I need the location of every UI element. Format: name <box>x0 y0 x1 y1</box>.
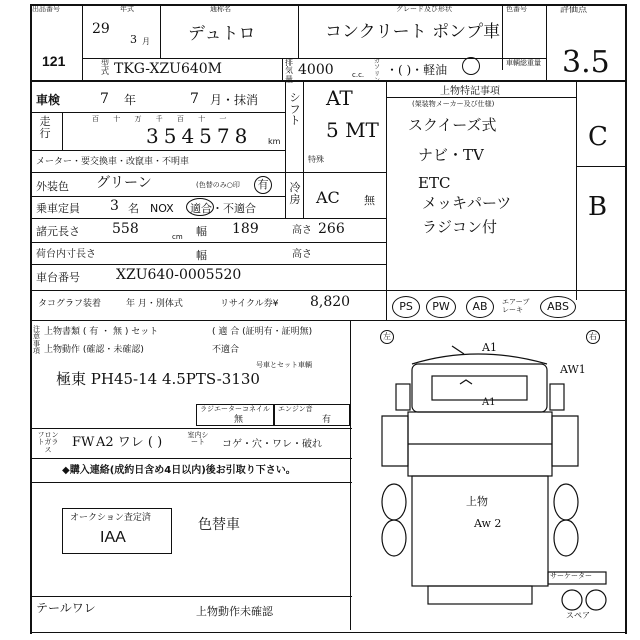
meter-row: メーター・要交換車・改竄車・不明車 <box>36 157 190 167</box>
feature-item-5: ラジコン付 <box>422 218 498 236</box>
row-line-14 <box>30 596 352 597</box>
front-left-fender <box>382 416 408 466</box>
upper-set-car: 号車とセット車輌 <box>256 361 312 369</box>
mirror-right <box>550 384 564 410</box>
year-label: 年式 <box>120 5 134 13</box>
diagram-cargo-note: 上物 <box>466 495 488 508</box>
badge-ab: AB <box>466 296 494 318</box>
diagram-a1-mid: A1 <box>482 397 496 408</box>
tail-label: テールワレ <box>36 601 96 615</box>
displacement-label: 排気 <box>285 58 293 76</box>
lot-number: 121 <box>42 53 66 69</box>
spare-circle-1 <box>562 590 582 610</box>
feature-item-1: スクイーズ式 <box>408 116 497 134</box>
remote-q: 有 <box>322 415 332 425</box>
inspector-label: サーケーター <box>550 572 592 580</box>
inspection-month-unit: 月・抹消 <box>210 93 259 107</box>
notice-text: ◆購入連絡(成約日含め4日以内)後お引取り下さい。 <box>62 465 296 476</box>
chassis-value: XZU640-0005520 <box>116 267 242 283</box>
mirror-left <box>396 384 410 410</box>
transmission-at: AT <box>326 86 353 110</box>
row-line-6 <box>30 218 386 219</box>
engine-label: エンジン音 <box>278 405 313 413</box>
features-title: 上物特記事項 <box>440 86 500 97</box>
month-label: 月 <box>142 37 150 46</box>
inspection-year-unit: 年 <box>124 93 137 107</box>
width-label: 幅 <box>196 225 207 238</box>
upper-fit-options: ( 適 合 (証明有・証明無) <box>212 327 313 337</box>
diagram-aw1: AW1 <box>560 363 586 376</box>
wheel-rear-right-1 <box>554 484 578 520</box>
upper-side-label: 注意事項 <box>33 325 40 356</box>
auction-title: オークション査定済 <box>70 513 151 523</box>
header-divider-1 <box>82 4 83 80</box>
color-has-circle: 有 <box>254 176 272 194</box>
nox-circle <box>186 198 214 216</box>
row-line-3 <box>30 150 286 151</box>
recycle-label: リサイクル券¥ <box>220 299 279 309</box>
inspection-month: 7 <box>190 91 199 107</box>
model-name-label: 通称名 <box>210 5 231 13</box>
length-value: 558 <box>112 221 139 237</box>
seat-label: 室内シート <box>187 431 209 447</box>
color-no-label: 色番号 <box>506 5 527 13</box>
inspection-year: 7 <box>100 91 109 107</box>
row-line-11 <box>30 428 352 429</box>
length-unit: cm <box>172 233 183 241</box>
nox-label: NOX <box>150 202 174 215</box>
upper-spec-value: 極東 PH45-14 4.5PTS-3130 <box>56 370 260 388</box>
color-value: グリーン <box>96 175 152 191</box>
upper-documents: 上物書類 ( 有 ・ 無 ) セット <box>44 327 159 337</box>
ac-label: 冷房 <box>289 181 301 206</box>
header-divider-3 <box>298 4 299 58</box>
capacity-label: 乗車定員 <box>36 202 80 215</box>
windshield-fw: FW <box>72 435 95 450</box>
wheel-rear-right-2 <box>554 520 578 556</box>
seat-value: コゲ・穴・ワレ・破れ <box>222 439 322 450</box>
exterior-grade: B <box>588 192 608 222</box>
remote-mark: 無 <box>234 415 244 425</box>
width-value: 189 <box>232 221 259 237</box>
badge-abs: ABS <box>540 296 576 318</box>
right-marker: 右 <box>586 330 600 344</box>
mileage-unit: km <box>268 137 281 146</box>
chassis-label: 車台番号 <box>36 271 80 284</box>
wheel-rear-left-1 <box>382 484 406 520</box>
length-label: 諸元長さ <box>36 225 80 238</box>
upper-unfit: 不適合 <box>212 345 240 355</box>
features-title-line <box>386 97 577 98</box>
year-value: 29 <box>92 21 110 37</box>
row-line-10 <box>30 320 626 321</box>
score-value: 3.5 <box>562 45 610 80</box>
grades-divider <box>576 80 577 300</box>
air-brake-label: エアーブレーキ <box>502 298 530 315</box>
features-subtitle: (架装物メーカー及び仕様) <box>412 100 495 108</box>
height-value: 266 <box>318 221 345 237</box>
row-line-4 <box>30 172 386 173</box>
tachograph-label: タコグラフ装着 <box>38 299 102 309</box>
feature-item-3: ETC <box>418 174 451 192</box>
windshield-label: フロントガラス <box>37 431 59 454</box>
height-label: 高さ <box>292 225 312 236</box>
cargo-body <box>412 476 548 586</box>
footer-note: 上物動作未確認 <box>196 605 273 618</box>
rear-bumper <box>428 586 532 604</box>
fuel-label: ガソリ <box>373 58 380 78</box>
diesel-circle <box>462 57 480 75</box>
header-divider-2 <box>160 4 161 58</box>
model-name-value: デュトロ <box>188 24 256 44</box>
grades-line <box>576 166 626 167</box>
recycle-value: 8,820 <box>310 294 351 310</box>
row-line-8 <box>30 264 386 265</box>
windshield <box>432 376 527 400</box>
header-divider-4 <box>502 4 503 70</box>
diagram-a1-top: A1 <box>482 341 497 354</box>
spare-circle-2 <box>586 590 606 610</box>
features-divider <box>386 80 387 320</box>
wheel-rear-left-2 <box>382 520 406 556</box>
ac-none: 無 <box>364 194 375 207</box>
grade-value: コンクリート ポンプ車 <box>325 22 501 42</box>
ac-value: AC <box>316 188 340 207</box>
row-line-9 <box>30 290 626 291</box>
interior-grade: C <box>588 122 608 152</box>
inspection-label: 車検 <box>36 93 61 107</box>
windshield-mark <box>460 380 472 384</box>
header-divider-5 <box>546 4 547 80</box>
model-label: 型式 <box>101 59 109 77</box>
windshield-value: A2 ワレ ( ) <box>96 435 163 450</box>
badge-pw: PW <box>426 296 456 318</box>
transmission-mt: 5 MT <box>326 118 379 142</box>
shift-divider <box>285 80 286 218</box>
front-mark <box>452 346 464 354</box>
cc-unit: c.c. <box>352 71 365 79</box>
cab-front-outline <box>412 354 547 364</box>
shift-label: シフト <box>289 91 301 128</box>
capacity-unit: 名 <box>128 202 139 215</box>
color-note: (色替のみ○印 <box>196 181 240 189</box>
stamp-note: 色替車 <box>198 517 240 533</box>
special-label: 特殊 <box>308 155 324 164</box>
grade-label: グレード及び形状 <box>396 5 452 13</box>
tachograph-month: 年 月・別体式 <box>126 299 183 309</box>
upper-operation: 上物動作 (確認・未確認) <box>44 345 144 355</box>
displacement-value: 4000 <box>298 62 334 78</box>
feature-item-2: ナビ・TV <box>418 146 484 164</box>
capacity-value: 3 <box>110 198 119 214</box>
nox-options: 適合・不適合 <box>190 202 256 215</box>
row-line-12 <box>30 458 352 459</box>
weight-label: 車輌総重量 <box>506 59 541 67</box>
frame-bottom <box>30 632 626 633</box>
cargo-height-label: 高さ <box>292 249 312 260</box>
badge-ps: PS <box>392 296 420 318</box>
mileage-value: 354578 <box>146 124 253 148</box>
score-label: 評価点 <box>560 5 588 15</box>
mileage-label: 走行 <box>39 115 51 140</box>
row-line-7 <box>30 242 386 243</box>
shift-divider-2 <box>303 80 304 218</box>
mileage-divider <box>62 112 63 150</box>
left-marker: 左 <box>380 330 394 344</box>
cargo-length-label: 荷台内寸長さ <box>36 249 96 260</box>
row-line-13 <box>30 482 352 483</box>
cargo-width-label: 幅 <box>196 249 207 262</box>
front-right-fender <box>552 416 578 466</box>
auction-logo: IAA <box>100 529 126 546</box>
month-value: 3 <box>130 33 137 46</box>
feature-item-4: メッキパーツ <box>422 194 512 212</box>
color-label: 外装色 <box>36 180 69 193</box>
radio-label: ラジエーターコネイル <box>200 405 270 413</box>
frame-right <box>625 4 627 634</box>
fuel-marks: ・( )・軽油 <box>386 63 448 77</box>
row-line-5 <box>30 196 286 197</box>
row-line-1 <box>30 80 626 82</box>
frame-left <box>30 4 32 634</box>
lot-label: 出品番号 <box>32 5 60 13</box>
row-line-2 <box>30 112 286 113</box>
spare-label: スペア <box>566 611 590 620</box>
mileage-digits-header: 百 十 万 千 百 十 一 <box>92 115 227 123</box>
model-value: TKG-XZU640M <box>114 61 223 77</box>
diagram-cargo-sub: Aw 2 <box>474 517 502 530</box>
